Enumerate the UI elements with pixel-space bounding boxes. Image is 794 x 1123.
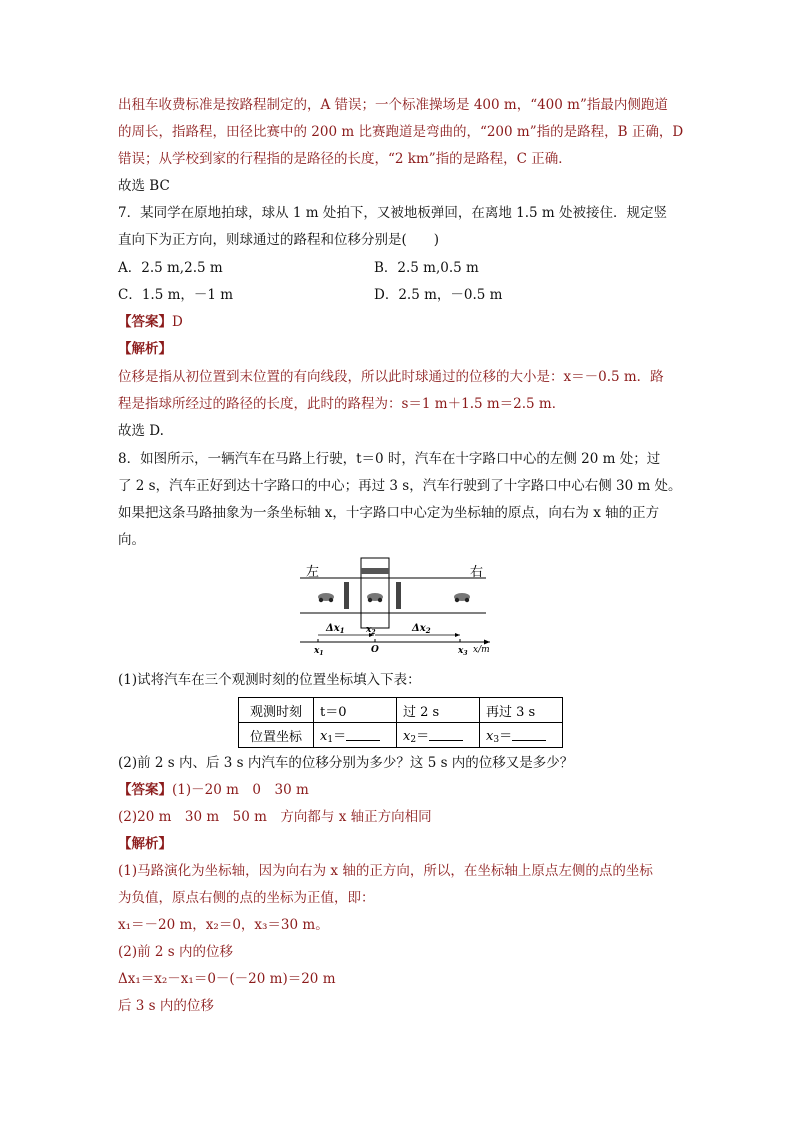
prev-explanation-line-2: 的周长，指路程，田径比赛中的 200 m 比赛跑道是弯曲的，“200 m”指的是路程，B 正确，D <box>118 124 684 140</box>
x3-label: $x_3$ <box>458 646 468 656</box>
q7-conclusion: 故选 D. <box>118 423 164 439</box>
prev-conclusion: 故选 BC <box>118 178 170 194</box>
q8-explanation-line-6: 后 3 s 内的位移 <box>118 998 214 1014</box>
car-right-icon <box>454 593 470 602</box>
q8-stem-line-3: 如果把这条马路抽象为一条坐标轴 x，十字路口中心定为坐标轴的原点，向右为 x 轴的正方 <box>118 505 660 521</box>
q8-explanation-line-4: (2)前 2 s 内的位移 <box>118 944 234 960</box>
table-row <box>239 723 563 748</box>
q8-explanation-line-2: 为负值，原点右侧的点的坐标为正值，即： <box>118 890 375 906</box>
observation-table <box>238 697 563 748</box>
x2-label: $x_2$ <box>366 625 376 636</box>
table-cell: 位置坐标 <box>239 723 314 748</box>
q8-sub2: (2)前 2 s 内、后 3 s 内汽车的位移分别为多少？这 5 s 内的位移又是多少？ <box>118 755 574 771</box>
q8-answer-row <box>118 780 309 800</box>
q8-stem-line-1: 8．如图所示，一辆汽车在马路上行驶，t＝0 时，汽车在十字路口中心的左侧 20 m 处；过 <box>118 451 661 467</box>
prev-explanation-line-3: 错误；从学校到家的行程指的是路径的长度，“2 km”指的是路程，C 正确． <box>118 151 572 167</box>
origin-label: O <box>371 645 379 655</box>
q7-stem-line-2: 直向下为正方向，则球通过的路程和位移分别是( ) <box>118 232 440 248</box>
car-center-icon <box>367 593 383 602</box>
q7-answer-tag: 【答案】 <box>118 314 172 330</box>
left-label: 左 <box>306 565 320 580</box>
q8-answer-1: (1)－20 m 0 30 m <box>172 782 309 798</box>
q8-stem-line-2: 了 2 s，汽车正好到达十字路口的中心；再过 3 s，汽车行驶到了十字路口中心右侧 30 m 处。 <box>118 478 682 494</box>
right-label: 右 <box>470 565 484 580</box>
table-header-cell: 再过 3 s <box>480 698 563 723</box>
car-left-icon <box>318 593 334 602</box>
answer-blank <box>512 729 546 741</box>
q7-explanation-line-2: 程是指球所经过的路径的长度，此时的路程为：s＝1 m＋1.5 m＝2.5 m． <box>118 396 566 412</box>
stop-bar-right <box>396 582 401 609</box>
dx2-label: $\Delta x_2$ <box>412 623 431 635</box>
q7-option-b: B．2.5 m,0.5 m <box>374 260 479 276</box>
q8-analysis-tag: 【解析】 <box>118 836 172 852</box>
table-cell: $x_2=$ <box>397 723 480 748</box>
q7-stem-line-1: 7．某同学在原地拍球，球从 1 m 处拍下，又被地板弹回，在离地 1.5 m 处被接住．规定竖 <box>118 205 667 221</box>
answer-blank <box>429 729 463 741</box>
stop-bar-left <box>344 582 349 609</box>
q8-explanation-line-3: x₁＝－20 m，x₂＝0，x₃＝30 m。 <box>118 917 329 933</box>
q7-option-d: D．2.5 m，－0.5 m <box>374 287 503 303</box>
table-cell: $x_1=$ <box>314 723 397 748</box>
table-header-cell: 观测时刻 <box>239 698 314 723</box>
q8-stem-line-4: 向。 <box>118 532 145 548</box>
q8-sub1: (1)试将汽车在三个观测时刻的位置坐标填入下表： <box>118 672 421 688</box>
axis-unit-label: x/m <box>473 645 490 655</box>
q7-option-a: A．2.5 m,2.5 m <box>118 260 223 276</box>
q7-answer-row <box>118 312 183 332</box>
q8-answer-2: (2)20 m 30 m 50 m 方向都与 x 轴正方向相同 <box>118 809 432 825</box>
road-diagram <box>300 556 500 656</box>
answer-blank <box>346 729 380 741</box>
table-cell: $x_3=$ <box>480 723 563 748</box>
x1-label: $x_1$ <box>314 646 324 656</box>
table-header-cell: 过 2 s <box>397 698 480 723</box>
crosswalk-top <box>361 568 389 574</box>
table-row <box>239 698 563 723</box>
q8-explanation-line-5: Δx₁＝x₂－x₁＝0－(－20 m)＝20 m <box>118 971 336 987</box>
q7-analysis-tag: 【解析】 <box>118 341 172 357</box>
dx1-label: $\Delta x_1$ <box>326 623 345 635</box>
table-header-cell: t＝0 <box>314 698 397 723</box>
q8-answer-tag: 【答案】 <box>118 782 172 798</box>
q7-explanation-line-1: 位移是指从初位置到末位置的有向线段，所以此时球通过的位移的大小是：x＝－0.5 m．路 <box>118 369 664 385</box>
q8-explanation-line-1: (1)马路演化为坐标轴，因为向右为 x 轴的正方向，所以，在坐标轴上原点左侧的点的坐标 <box>118 863 653 879</box>
prev-explanation-line-1: 出租车收费标准是按路程制定的，A 错误；一个标准操场是 400 m，“400 m”指最内侧跑道 <box>118 97 668 113</box>
q7-answer: D <box>172 314 183 330</box>
q7-option-c: C．1.5 m，－1 m <box>118 287 234 303</box>
